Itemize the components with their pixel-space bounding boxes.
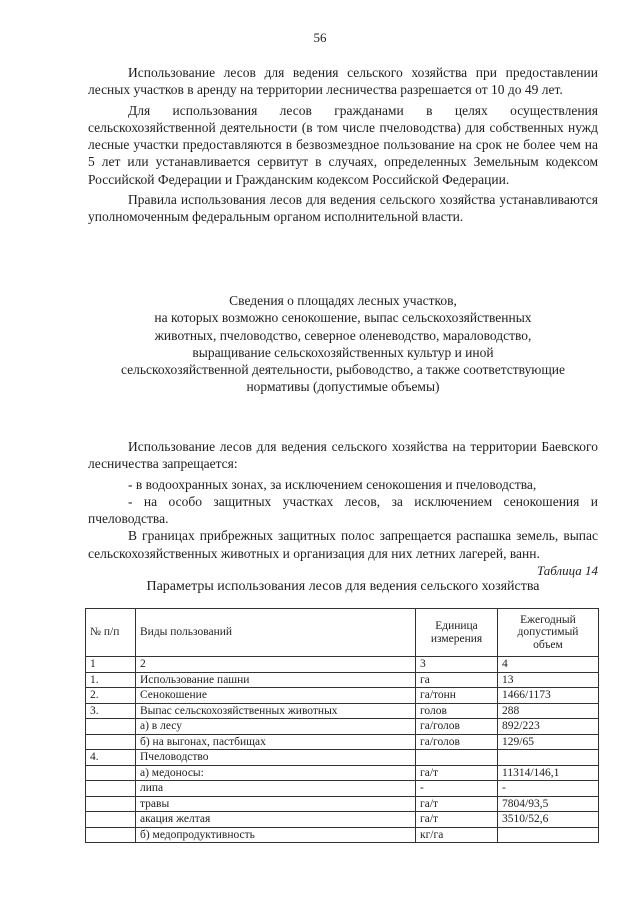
- cell-number: [86, 734, 136, 750]
- cell-type: травы: [136, 796, 416, 812]
- cell-number: 1.: [86, 672, 136, 688]
- cell-type: б) медопродуктивность: [136, 827, 416, 843]
- prohibition-text: [88, 438, 598, 565]
- cell-unit: -: [416, 781, 498, 797]
- table-caption: Таблица 14: [536, 563, 598, 578]
- heading-line: выращивание сельскохозяйственных культур и иной: [192, 344, 494, 360]
- heading-line: нормативы (допустимые объемы): [246, 379, 440, 395]
- table-row: [86, 765, 599, 781]
- cell-volume: 1466/1173: [498, 688, 599, 704]
- cell-unit: га/т: [416, 765, 498, 781]
- cell-unit: 3: [416, 657, 498, 673]
- header-cell-volume: Ежегодный допустимый объем: [498, 609, 599, 657]
- intro-text: [88, 64, 598, 229]
- cell-unit: га/голов: [416, 734, 498, 750]
- table-row: [86, 827, 599, 843]
- cell-number: 1: [86, 657, 136, 673]
- cell-type: б) на выгонах, пастбищах: [136, 734, 416, 750]
- paragraph: Использование лесов для ведения сельского хозяйства при предоставлении лесных участков в аренду на территории лесничества разрешается от 10 до 49 лет.: [88, 65, 598, 98]
- section-heading: [88, 292, 598, 396]
- cell-number: 3.: [86, 703, 136, 719]
- cell-number: 2.: [86, 688, 136, 704]
- cell-number: [86, 719, 136, 735]
- cell-volume: [498, 750, 599, 766]
- parameters-table: [85, 608, 599, 843]
- cell-unit: га/т: [416, 812, 498, 828]
- cell-type: а) медоносы:: [136, 765, 416, 781]
- cell-unit: га/голов: [416, 719, 498, 735]
- table-row: [86, 703, 599, 719]
- header-cell-unit: Единица измерения: [416, 609, 498, 657]
- cell-unit: га: [416, 672, 498, 688]
- cell-type: Использование пашни: [136, 672, 416, 688]
- cell-type: липа: [136, 781, 416, 797]
- cell-number: [86, 796, 136, 812]
- heading-line: Сведения о площадях лесных участков,: [229, 293, 457, 308]
- cell-unit: голов: [416, 703, 498, 719]
- header-cell-number: № п/п: [86, 609, 136, 657]
- cell-volume: 288: [498, 703, 599, 719]
- heading-line: животных, пчеловодство, северное оленеводство, мараловодство,: [154, 327, 532, 343]
- cell-number: [86, 765, 136, 781]
- table-header-row: [86, 609, 599, 657]
- paragraph: В границах прибрежных защитных полос запрещается распашка земель, выпас сельскохозяйственных животных и организация для них летних лагерей, ванн.: [88, 528, 598, 561]
- cell-type: а) в лесу: [136, 719, 416, 735]
- table-row: [86, 719, 599, 735]
- cell-volume: 129/65: [498, 734, 599, 750]
- cell-type: акация желтая: [136, 812, 416, 828]
- cell-type: Пчеловодство: [136, 750, 416, 766]
- cell-volume: 7804/93,5: [498, 796, 599, 812]
- header-cell-type: Виды пользований: [136, 609, 416, 657]
- table-title: Параметры использования лесов для ведения сельского хозяйства: [146, 579, 540, 594]
- cell-unit: [416, 750, 498, 766]
- cell-unit: кг/га: [416, 827, 498, 843]
- cell-number: [86, 827, 136, 843]
- table-row: [86, 750, 599, 766]
- table-row: [86, 672, 599, 688]
- table-row: [86, 781, 599, 797]
- cell-number: [86, 812, 136, 828]
- cell-volume: 4: [498, 657, 599, 673]
- heading-line: сельскохозяйственной деятельности, рыбоводство, а также соответствующие: [120, 362, 566, 378]
- paragraph: Использование лесов для ведения сельского хозяйства на территории Баевского лесничества запрещается:: [88, 439, 598, 472]
- heading-line: на которых возможно сенокошение, выпас сельскохозяйственных: [154, 310, 532, 326]
- cell-volume: 13: [498, 672, 599, 688]
- cell-number: [86, 781, 136, 797]
- cell-volume: 892/223: [498, 719, 599, 735]
- cell-type: Сенокошение: [136, 688, 416, 704]
- cell-number: 4.: [86, 750, 136, 766]
- list-item: - на особо защитных участках лесов, за исключением сенокошения и пчеловодства.: [88, 493, 598, 527]
- cell-volume: 11314/146,1: [498, 765, 599, 781]
- paragraph: Правила использования лесов для ведения сельского хозяйства устанавливаются уполномоченным федеральным органом исполнительной власти.: [88, 192, 598, 225]
- table-row: [86, 734, 599, 750]
- list-item: - в водоохранных зонах, за исключением сенокошения и пчеловодства,: [128, 476, 537, 492]
- table-row: [86, 688, 599, 704]
- cell-unit: га/т: [416, 796, 498, 812]
- cell-type: 2: [136, 657, 416, 673]
- table-row: [86, 796, 599, 812]
- cell-type: Выпас сельскохозяйственных животных: [136, 703, 416, 719]
- cell-volume: [498, 827, 599, 843]
- cell-unit: га/тонн: [416, 688, 498, 704]
- paragraph: Для использования лесов гражданами в целях осуществления сельскохозяйственной деятельности (в том числе пчеловодства) для собственных нужд лесные участки предоставляются в безвозмездное пользование на срок не более чем на 5 лет или устанавливается сервитут в случаях, определенных Земельным кодексом Российской Федерации и Гражданским кодексом Российской Федерации.: [88, 102, 598, 187]
- table-row: [86, 812, 599, 828]
- cell-volume: 3510/52,6: [498, 812, 599, 828]
- table-row: [86, 657, 599, 673]
- page-number: 56: [313, 30, 327, 45]
- cell-volume: -: [498, 781, 599, 797]
